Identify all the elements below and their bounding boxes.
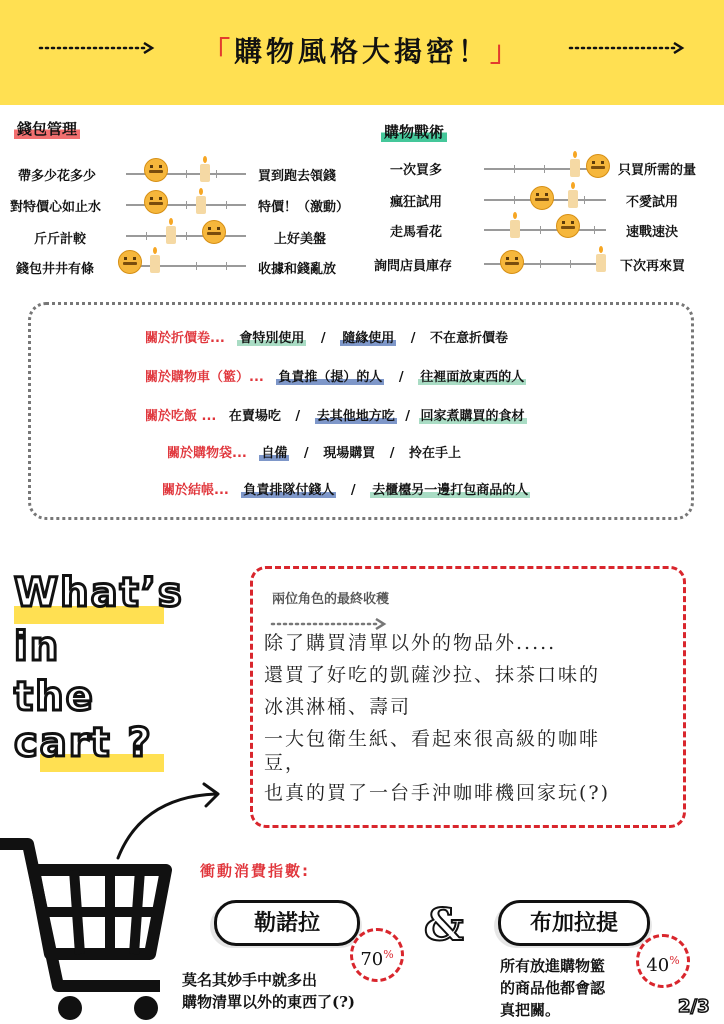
scale-tick	[540, 260, 541, 268]
habit-option: 不在意折價卷	[430, 331, 509, 346]
scale-tick	[186, 170, 187, 178]
habit-meal	[145, 405, 527, 424]
tactics-row-left: 瘋狂試用	[390, 195, 443, 210]
emoji-face-icon	[556, 214, 580, 238]
candle-icon	[570, 159, 580, 177]
character-desc-line: 的商品他都會認	[500, 979, 606, 997]
character-desc-line: 莫名其妙手中就多出	[182, 971, 318, 989]
wallet-row-right: 特價！（激動）	[258, 200, 350, 215]
scale-tick	[570, 260, 571, 268]
wallet-row-right: 收據和錢亂放	[258, 262, 337, 277]
habit-option: 會特別使用	[239, 331, 305, 346]
scale-tick	[514, 196, 515, 204]
habit-option: 負責排隊付錢人	[243, 483, 335, 498]
tactics-row-right: 下次再來買	[620, 259, 686, 274]
habit-option: 自備	[261, 446, 288, 461]
harvest-line: 還買了好吃的凱薩沙拉、抹茶口味的	[264, 664, 601, 686]
percent-value: 40	[646, 955, 670, 976]
tactics-row-right: 只買所需的量	[618, 163, 697, 178]
habit-option: 現場購買	[323, 446, 376, 461]
tactics-section-title: 購物戰術	[381, 121, 447, 142]
habit-label: 關於購物車（籃）...	[145, 370, 264, 385]
ampersand: &	[424, 900, 464, 951]
percent-unit: %	[669, 954, 680, 967]
title-text: 購物風格大揭密！	[233, 35, 490, 68]
title-bracket-open: 「	[201, 35, 234, 68]
tactics-row-left: 詢問店員庫存	[374, 259, 453, 274]
emoji-face-icon	[118, 250, 142, 274]
wallet-row-left: 帶多少花多少	[18, 169, 97, 184]
scale-tick	[216, 170, 217, 178]
emoji-face-icon	[202, 220, 226, 244]
separator: /	[295, 409, 301, 424]
wallet-row-left: 錢包井井有條	[16, 262, 95, 277]
harvest-line: 除了購買清單以外的物品外.....	[264, 632, 557, 654]
scale-tick	[196, 262, 197, 270]
page-number: 2/3	[678, 996, 710, 1017]
cart-heading-line1: What’s	[14, 570, 184, 616]
separator: /	[410, 331, 416, 346]
wallet-row-right: 買到跑去領錢	[258, 169, 337, 184]
cart-heading-line2: in	[14, 624, 61, 670]
percent-value: 70	[360, 949, 384, 970]
habit-label: 關於結帳...	[162, 483, 229, 498]
emoji-face-icon	[144, 190, 168, 214]
candle-icon	[596, 254, 606, 272]
emoji-face-icon	[586, 154, 610, 178]
cart-heading-line4: cart ?	[14, 720, 153, 766]
candle-icon	[166, 226, 176, 244]
percent-unit: %	[383, 948, 394, 961]
separator: /	[350, 483, 356, 498]
scale-track	[126, 265, 246, 267]
habit-option: 負責推（提）的人	[278, 370, 383, 385]
candle-icon	[200, 164, 210, 182]
tactics-row-left: 一次買多	[390, 163, 443, 178]
emoji-face-icon	[530, 186, 554, 210]
harvest-line: 冰淇淋桶、壽司	[264, 696, 412, 718]
candle-icon	[510, 220, 520, 238]
wallet-row-right: 上好美盤	[274, 232, 327, 247]
harvest-line: 也真的買了一台手沖咖啡機回家玩(?)	[264, 782, 611, 804]
habit-label: 關於折價卷...	[145, 331, 225, 346]
wallet-row-left: 對特價心如止水	[10, 200, 102, 215]
habit-option: 在賣場吃	[228, 409, 281, 424]
impulse-title: 衝動消費指數:	[200, 862, 310, 880]
habit-bag	[167, 442, 461, 461]
habit-label: 關於購物袋...	[167, 446, 247, 461]
habit-option: 去其他地方吃	[316, 409, 395, 424]
scale-tick	[514, 165, 515, 173]
habit-option: 拎在手上	[409, 446, 462, 461]
tactics-row-right: 速戰速決	[626, 225, 679, 240]
emoji-face-icon	[500, 250, 524, 274]
separator: /	[320, 331, 326, 346]
separator: /	[405, 409, 410, 424]
candle-icon	[196, 196, 206, 214]
separator: /	[398, 370, 404, 385]
harvest-line: 一大包衛生紙、看起來很高級的咖啡	[264, 728, 601, 750]
cart-heading-line3: the	[14, 674, 95, 720]
scale-tick	[584, 196, 585, 204]
separator: /	[389, 446, 395, 461]
emoji-face-icon	[144, 158, 168, 182]
candle-icon	[150, 255, 160, 273]
scale-tick	[226, 201, 227, 209]
habit-checkout	[162, 479, 530, 498]
character-name-pill: 勒諾拉	[214, 900, 360, 946]
scale-track	[484, 229, 606, 231]
scale-tick	[226, 262, 227, 270]
candle-icon	[568, 190, 578, 208]
harvest-line: 豆，	[264, 752, 307, 774]
scale-tick	[186, 232, 187, 240]
habit-cart	[145, 366, 526, 385]
tactics-row-right: 不愛試用	[626, 195, 679, 210]
harvest-title: 兩位角色的最終收穫	[272, 592, 390, 607]
habit-coupon	[145, 327, 508, 346]
wallet-section-title: 錢包管理	[14, 118, 80, 139]
wallet-row-left: 斤斤計較	[34, 232, 87, 247]
scale-tick	[544, 165, 545, 173]
scale-tick	[594, 226, 595, 234]
habit-option: 回家煮購買的食材	[420, 409, 525, 424]
character-desc-line: 購物清單以外的東西了(?)	[182, 993, 355, 1011]
separator: /	[303, 446, 309, 461]
habit-option: 隨緣使用	[342, 331, 395, 346]
impulse-percent-badge	[350, 928, 404, 982]
scale-tick	[186, 201, 187, 209]
title-bracket-close: 」	[490, 35, 523, 68]
scale-tick	[146, 232, 147, 240]
shopping-cart-icon	[0, 836, 176, 1024]
habit-option: 往裡面放東西的人	[420, 370, 525, 385]
page-title	[0, 30, 724, 70]
scale-tick	[540, 226, 541, 234]
tactics-row-left: 走馬看花	[390, 225, 443, 240]
habit-label: 關於吃飯 ...	[145, 409, 217, 424]
character-desc-line: 真把關。	[500, 1001, 561, 1019]
impulse-percent-badge	[636, 934, 690, 988]
habit-option: 去櫃檯另一邊打包商品的人	[372, 483, 529, 498]
character-desc-line: 所有放進購物籃	[500, 957, 606, 975]
character-name-pill: 布加拉提	[498, 900, 650, 946]
